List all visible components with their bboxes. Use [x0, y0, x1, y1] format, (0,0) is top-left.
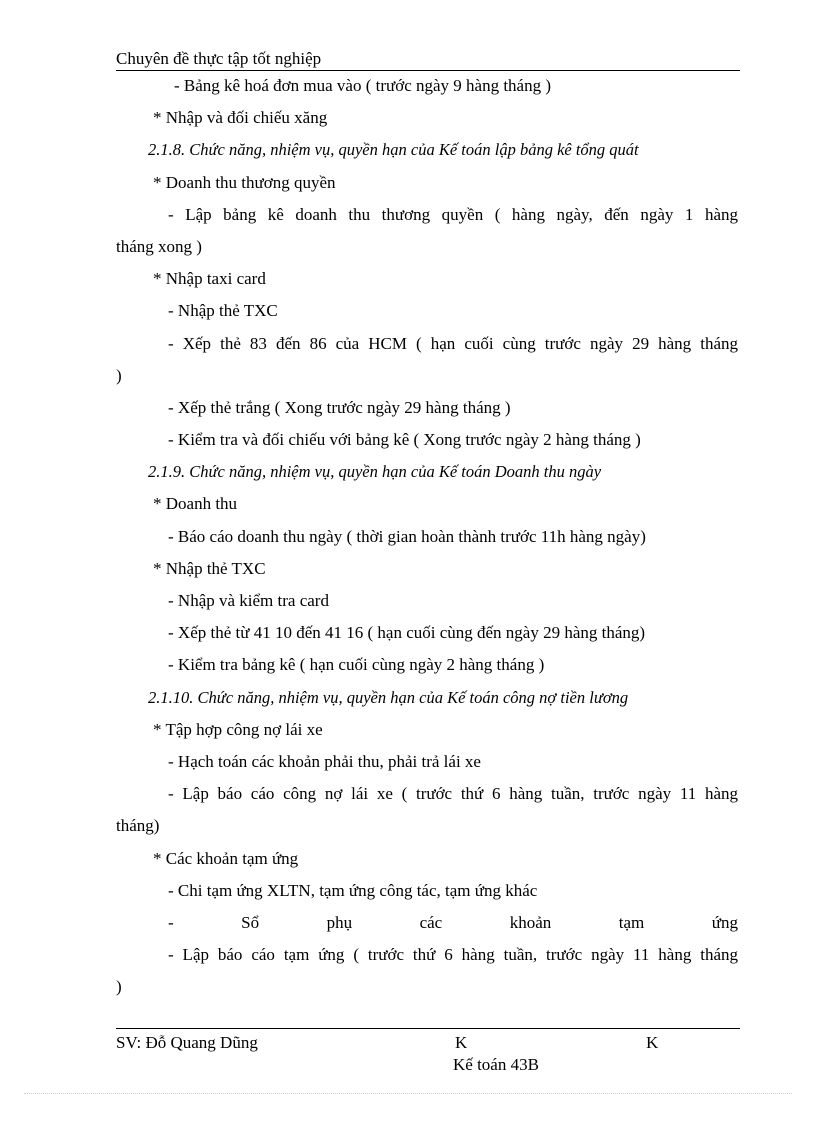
- word: các: [419, 912, 443, 932]
- word: -: [168, 912, 174, 932]
- paragraph-line: * Tập hợp công nợ lái xe: [153, 719, 323, 739]
- paragraph-line: ): [116, 365, 122, 385]
- student-name: SV: Đỗ Quang Dũng: [116, 1033, 258, 1052]
- paragraph-line: - Báo cáo doanh thu ngày ( thời gian hoàn thành trước 11h hàng ngày): [168, 526, 646, 546]
- paragraph-line: - Kiểm tra bảng kê ( hạn cuối cùng ngày 2 hàng tháng ): [168, 655, 545, 675]
- section-heading: 2.1.10. Chức năng, nhiệm vụ, quyền hạn của Kế toán công nợ tiền lương: [148, 687, 629, 707]
- class-name: Kế toán 43B: [453, 1055, 539, 1074]
- paragraph-line: - Nhập và kiểm tra card: [168, 591, 329, 610]
- paragraph-line: - Chi tạm ứng XLTN, tạm ứng công tác, tạm ứng khác: [168, 880, 538, 900]
- paragraph-line: - Lập báo cáo tạm ứng ( trước thứ 6 hàng tuần, trước ngày 11 hàng tháng: [168, 945, 738, 965]
- word: tạm: [618, 912, 645, 932]
- document-body: [116, 70, 738, 1003]
- paragraph-line: * Nhập và đối chiếu xăng: [153, 108, 328, 128]
- page-footer: [116, 1028, 740, 1074]
- word: Sổ: [241, 912, 260, 932]
- paragraph-line: * Nhập taxi card: [153, 269, 266, 289]
- paragraph-line: - Xếp thẻ trắng ( Xong trước ngày 29 hàng tháng ): [168, 397, 511, 417]
- paragraph-line: - Hạch toán các khoản phải thu, phải trả lái xe: [168, 751, 481, 771]
- paragraph-line: * Các khoản tạm ứng: [153, 848, 299, 868]
- paragraph-line: - Kiểm tra và đối chiếu với bảng kê ( Xong trước ngày 2 hàng tháng ): [168, 430, 641, 450]
- paragraph-line: ): [116, 977, 122, 997]
- paragraph-line: - Bảng kê hoá đơn mua vào ( trước ngày 9 hàng tháng ): [174, 76, 552, 95]
- spaced-paragraph-line: [116, 907, 738, 939]
- paragraph-line: * Doanh thu: [153, 494, 238, 514]
- word: khoản: [509, 912, 552, 932]
- word: ứng: [711, 912, 738, 932]
- footer-k-left: K: [455, 1033, 468, 1052]
- document-title: Chuyên đề thực tập tốt nghiệp: [116, 49, 322, 68]
- paragraph-line: * Doanh thu thương quyền: [153, 172, 336, 192]
- section-heading: 2.1.8. Chức năng, nhiệm vụ, quyền hạn của Kế toán lập bảng kê tổng quát: [148, 140, 639, 160]
- word: phụ: [326, 912, 353, 932]
- paragraph-line: - Lập báo cáo công nợ lái xe ( trước thứ 6 hàng tuần, trước ngày 11 hàng: [168, 784, 738, 804]
- section-heading: 2.1.9. Chức năng, nhiệm vụ, quyền hạn của Kế toán Doanh thu ngày: [148, 462, 602, 482]
- page-edge-divider: [24, 1093, 792, 1094]
- paragraph-line: - Lập bảng kê doanh thu thương quyền ( hàng ngày, đến ngày 1 hàng: [168, 204, 738, 224]
- paragraph-line: - Xếp thẻ 83 đến 86 của HCM ( hạn cuối cùng trước ngày 29 hàng tháng: [168, 333, 738, 353]
- paragraph-line: - Nhập thẻ TXC: [168, 301, 278, 321]
- paragraph-line: * Nhập thẻ TXC: [153, 558, 266, 578]
- page-header: [116, 48, 740, 71]
- paragraph-line: tháng xong ): [116, 236, 202, 256]
- paragraph-line: tháng): [116, 816, 160, 836]
- footer-k-right: K: [646, 1033, 659, 1052]
- paragraph-line: - Xếp thẻ từ 41 10 đến 41 16 ( hạn cuối cùng đến ngày 29 hàng tháng): [168, 623, 646, 643]
